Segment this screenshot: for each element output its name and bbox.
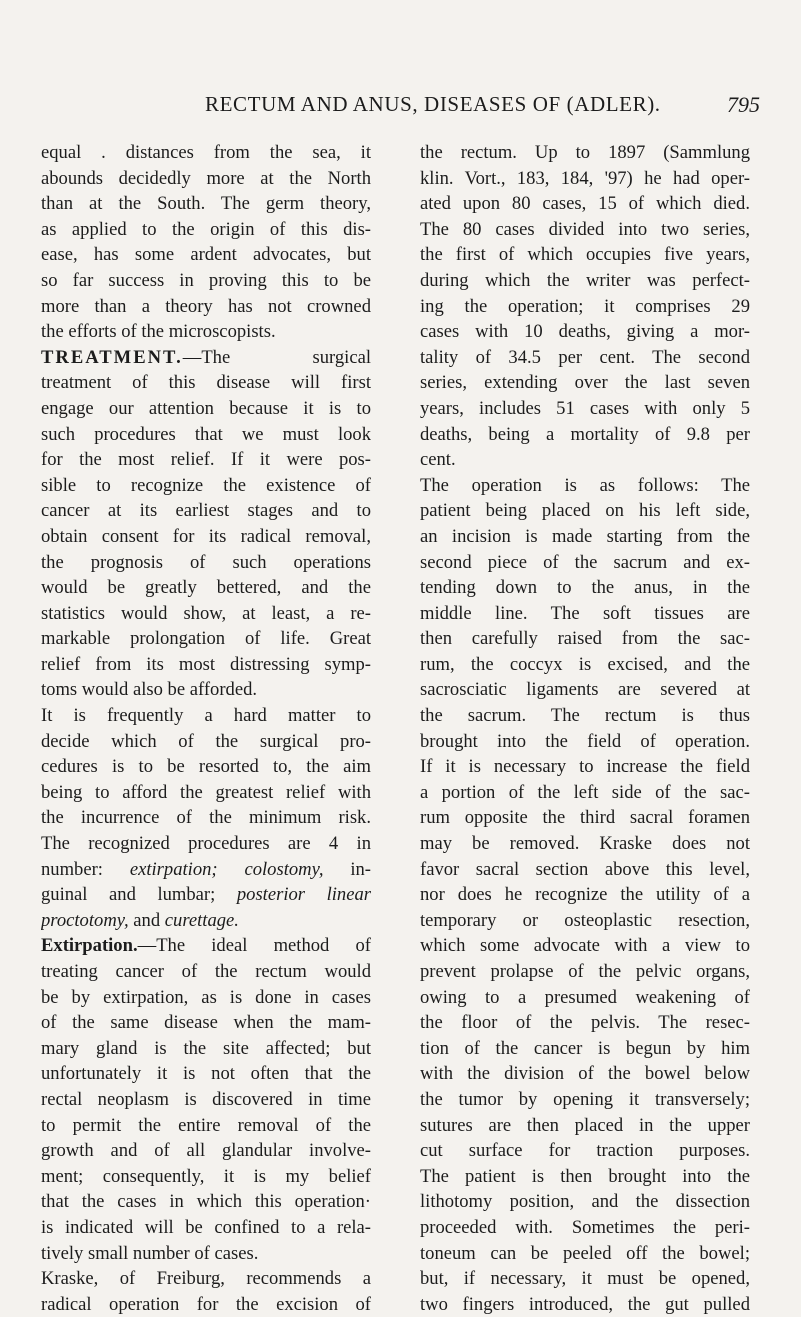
text-line: being to afford the greatest relief with (41, 781, 371, 803)
procedures-text: number: (41, 858, 130, 880)
text-line: The patient is then brought into the (420, 1165, 750, 1187)
text-line: tively small number of cases. (41, 1242, 259, 1264)
text-line: but, if necessary, it must be opened, (420, 1268, 750, 1290)
text-line: ease, has some ardent advocates, but (41, 244, 371, 266)
text-line: with the division of the bowel below (420, 1063, 750, 1085)
text-line: during which the writer was perfect- (420, 269, 750, 291)
text-line: for the most relief. If it were pos- (41, 449, 371, 471)
procedures-italic: curettage. (164, 909, 239, 931)
text-line: abounds decidedly more at the North (41, 167, 371, 189)
text-line: rum, the coccyx is excised, and the (420, 653, 750, 675)
text-line: such procedures that we must look (41, 423, 371, 445)
text-line: two fingers introduced, the gut pulled (420, 1293, 750, 1315)
text-line: equal . distances from the sea, it (41, 142, 371, 163)
text-line: nor does he recognize the utility of a (420, 884, 750, 906)
text-line: rum opposite the third sacral foramen (420, 807, 750, 829)
text-line: proceeded with. Sometimes the peri- (420, 1216, 750, 1238)
text-line: The 80 cases divided into two series, (420, 218, 750, 240)
extirpation-line-text: —The ideal method of (137, 935, 371, 957)
text-line: The operation is as follows: The (420, 474, 750, 496)
text-line: lithotomy position, and the dissection (420, 1191, 750, 1213)
extirpation-line (41, 933, 371, 959)
text-line: sacrosciatic ligaments are severed at (420, 679, 750, 701)
text-line: sible to recognize the existence of (41, 474, 371, 496)
text-line: markable prolongation of life. Great (41, 628, 371, 650)
text-line: ment; consequently, it is my belief (41, 1165, 371, 1187)
procedures-line-2 (41, 882, 371, 908)
text-line: prevent prolapse of the pelvic organs, (420, 961, 750, 982)
text-line: It is frequently a hard matter to (41, 705, 371, 727)
text-line: unfortunately it is not often that the (41, 1063, 371, 1085)
text-line: second piece of the sacrum and ex- (420, 551, 750, 573)
procedures-text: in- (323, 858, 371, 880)
text-line: brought into the field of operation. (420, 730, 750, 752)
procedures-text: guinal and lumbar; (41, 884, 237, 906)
text-line: than at the South. The germ theory, (41, 193, 371, 215)
procedures-italic: proctotomy, (41, 909, 129, 931)
procedures-line-1 (41, 857, 371, 883)
text-line: ated upon 80 cases, 15 of which died. (420, 193, 750, 215)
text-line: treating cancer of the rectum would (41, 961, 371, 982)
text-line: as applied to the origin of this dis- (41, 218, 371, 240)
text-line: a portion of the left side of the sac- (420, 781, 750, 803)
text-line: obtain consent for its radical removal, (41, 525, 371, 547)
text-line: which some advocate with a view to (420, 935, 750, 957)
treatment-line-text: —The surgical (182, 346, 371, 368)
text-line: toms would also be afforded. (41, 679, 258, 701)
text-line: would be greatly bettered, and the (41, 577, 371, 599)
procedures-line-3 (41, 908, 371, 934)
right-column (420, 140, 750, 1317)
text-line: to permit the entire removal of the (41, 1114, 371, 1136)
page-number: 795 (727, 92, 760, 117)
text-line: mary gland is the site affected; but (41, 1037, 371, 1059)
text-line: relief from its most distressing symp- (41, 653, 371, 675)
extirpation-heading: Extirpation. (41, 935, 138, 957)
text-line: owing to a presumed weakening of (420, 986, 750, 1008)
text-line: patient being placed on his left side, (420, 500, 750, 522)
text-line: more than a theory has not crowned (41, 295, 371, 317)
text-line: favor sacral section above this level, (420, 858, 750, 880)
text-line: cases with 10 deaths, giving a mor- (420, 321, 750, 343)
text-line: years, includes 51 cases with only 5 (420, 397, 750, 419)
text-line: klin. Vort., 183, 184, '97) he had oper- (420, 167, 750, 189)
text-line: tending down to the anus, in the (420, 577, 750, 599)
text-line: the prognosis of such operations (41, 551, 371, 573)
text-line: be by extirpation, as is done in cases (41, 986, 371, 1008)
text-line: cent. (420, 449, 456, 471)
text-line: series, extending over the last seven (420, 372, 750, 394)
text-line: the first of which occupies five years, (420, 244, 750, 266)
text-line: If it is necessary to increase the field (420, 756, 750, 778)
text-line: The recognized procedures are 4 in (41, 833, 371, 855)
text-line: deaths, being a mortality of 9.8 per (420, 423, 750, 445)
text-line: sutures are then placed in the upper (420, 1114, 750, 1136)
treatment-heading: TREATMENT. (41, 346, 183, 368)
text-line: toneum can be peeled off the bowel; (420, 1242, 750, 1264)
text-line: middle line. The soft tissues are (420, 602, 750, 624)
text-line: the sacrum. The rectum is thus (420, 705, 750, 727)
text-line: ing the operation; it comprises 29 (420, 295, 750, 317)
text-line: of the same disease when the mam- (41, 1012, 371, 1034)
text-line: the incurrence of the minimum risk. (41, 807, 371, 829)
text-line: decide which of the surgical pro- (41, 730, 371, 752)
text-line: tion of the cancer is begun by him (420, 1037, 750, 1059)
text-line: so far success in proving this to be (41, 269, 371, 291)
text-line: the tumor by opening it transversely; (420, 1088, 750, 1110)
procedures-italic: extirpation; colostomy, (129, 858, 324, 880)
text-line: cut surface for traction purposes. (420, 1140, 750, 1162)
treatment-line (41, 345, 371, 371)
text-line: cedures is to be resorted to, the aim (41, 756, 371, 778)
text-line: statistics would show, at least, a re- (41, 602, 371, 624)
text-line: the efforts of the microscopists. (41, 321, 276, 343)
text-line: may be removed. Kraske does not (420, 833, 750, 855)
text-line: an incision is made starting from the (420, 525, 750, 547)
text-line: rectal neoplasm is discovered in time (41, 1088, 371, 1110)
text-line: treatment of this disease will first (41, 372, 371, 394)
text-line: Kraske, of Freiburg, recommends a (41, 1268, 371, 1290)
text-line: temporary or osteoplastic resection, (420, 909, 750, 931)
left-column (41, 140, 371, 1317)
text-line: radical operation for the excision of (41, 1293, 371, 1315)
procedures-text: and (128, 909, 165, 931)
text-line: engage our attention because it is to (41, 397, 371, 419)
text-line: that the cases in which this operation· (41, 1191, 371, 1213)
text-line: cancer at its earliest stages and to (41, 500, 371, 522)
text-line: growth and of all glandular involve- (41, 1140, 371, 1162)
text-line: tality of 34.5 per cent. The second (420, 346, 750, 368)
running-header (0, 92, 801, 122)
procedures-italic: posterior linear (236, 884, 371, 906)
text-line: then carefully raised from the sac- (420, 628, 750, 650)
text-line: the rectum. Up to 1897 (Sammlung (420, 142, 750, 163)
text-line: is indicated will be confined to a rela- (41, 1216, 371, 1238)
header-title: RECTUM AND ANUS, DISEASES OF (ADLER). (205, 92, 661, 116)
text-line: the floor of the pelvis. The resec- (420, 1012, 750, 1034)
